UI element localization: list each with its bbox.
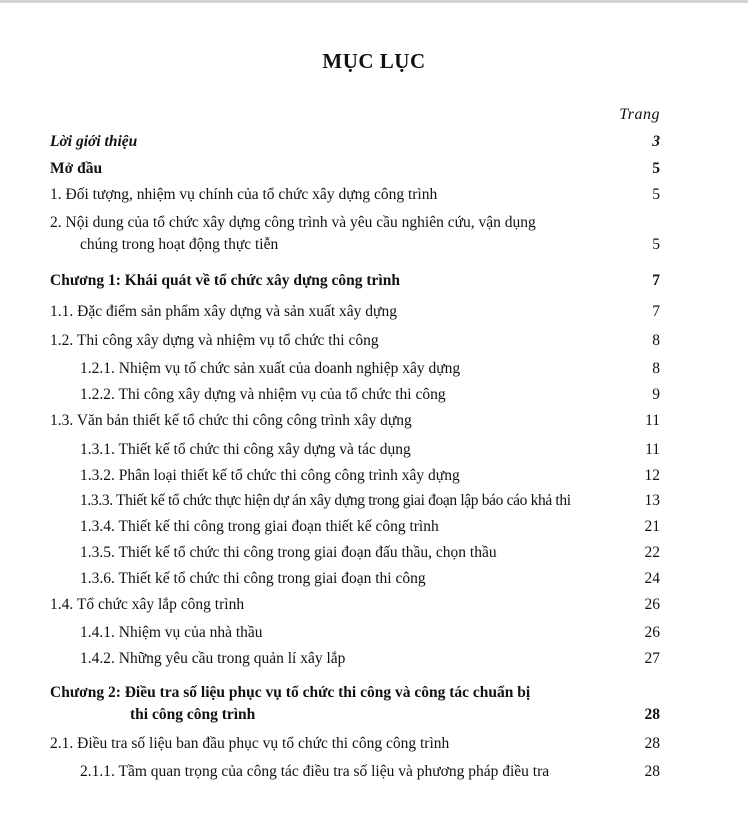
toc-entry-subsection[interactable] xyxy=(80,491,660,511)
toc-page-number: 27 xyxy=(644,650,660,667)
toc-page-number: 8 xyxy=(652,332,660,349)
toc-entry-text: 1.4.1. Nhiệm vụ của nhà thầu xyxy=(80,624,263,641)
toc-entry-text: 1.3.6. Thiết kế tổ chức thi công trong giai đoạn thi công xyxy=(80,570,426,587)
toc-entry-section[interactable] xyxy=(50,331,660,351)
toc-entry-section[interactable] xyxy=(50,185,660,205)
toc-entry-section[interactable] xyxy=(50,734,660,754)
toc-entry-text: 1.3.2. Phân loại thiết kế tổ chức thi công công trình xây dựng xyxy=(80,467,460,484)
toc-entry-text: Chương 1: Khái quát về tổ chức xây dựng công trình xyxy=(50,272,400,289)
top-border xyxy=(0,0,748,3)
toc-page-number: 7 xyxy=(652,272,660,289)
toc-entry-text: 1.3.5. Thiết kế tổ chức thi công trong giai đoạn đấu thầu, chọn thầu xyxy=(80,544,497,561)
toc-entry-section[interactable] xyxy=(50,411,660,431)
page-column-header: Trang xyxy=(619,106,660,123)
toc-entry-continuation: thi công công trình xyxy=(130,706,256,723)
toc-entry-text: 1.3.3. Thiết kế tổ chức thực hiện dự án xây dựng trong giai đoạn lập báo cáo khả thi xyxy=(80,492,571,509)
toc-page-number: 7 xyxy=(652,303,660,320)
toc-page-number: 11 xyxy=(645,441,660,458)
toc-entry-subsection[interactable] xyxy=(80,762,660,782)
toc-entry-text: 1.4.2. Những yêu cầu trong quản lí xây lắp xyxy=(80,650,346,667)
toc-entry-subsection[interactable] xyxy=(80,623,660,643)
toc-entry-subsection[interactable] xyxy=(80,569,660,589)
toc-entry-subsection[interactable] xyxy=(80,359,660,379)
toc-entry-intro[interactable] xyxy=(50,132,660,152)
toc-entry-subsection[interactable] xyxy=(80,385,660,405)
toc-entry-text: 1.2.2. Thi công xây dựng và nhiệm vụ của tổ chức thi công xyxy=(80,386,446,403)
toc-page-number: 9 xyxy=(652,386,660,403)
toc-page-number: 12 xyxy=(644,467,660,484)
toc-entry-chapter[interactable] xyxy=(50,271,660,291)
toc-page-number: 24 xyxy=(644,570,660,587)
toc-entry-section[interactable] xyxy=(50,595,660,615)
toc-entry-subsection[interactable] xyxy=(80,440,660,460)
toc-entry-text: Lời giới thiệu xyxy=(50,133,138,150)
toc-entry-text: 1.4. Tổ chức xây lắp công trình xyxy=(50,596,245,613)
toc-entry-subsection[interactable] xyxy=(80,466,660,486)
toc-page-number: 26 xyxy=(644,624,660,641)
toc-entry-text: 1.3.4. Thiết kế thi công trong giai đoạn thiết kế công trình xyxy=(80,518,439,535)
toc-page-number: 5 xyxy=(652,186,660,203)
toc-entry-text: 2.1.1. Tầm quan trọng của công tác điều tra số liệu và phương pháp điều tra xyxy=(80,763,550,780)
toc-page-number: 28 xyxy=(644,706,660,723)
toc-entry-continuation: chúng trong hoạt động thực tiễn xyxy=(80,236,279,253)
toc-entry-preface[interactable] xyxy=(50,159,660,179)
toc-entry-subsection[interactable] xyxy=(80,543,660,563)
toc-entry-text: Chương 2: Điều tra số liệu phục vụ tổ chức thi công và công tác chuẩn bị xyxy=(50,684,531,701)
toc-entry-text: 1.3.1. Thiết kế tổ chức thi công xây dựng và tác dụng xyxy=(80,441,411,458)
toc-entry-section[interactable] xyxy=(50,302,660,322)
toc-entry-text: 1.2.1. Nhiệm vụ tổ chức sản xuất của doanh nghiệp xây dựng xyxy=(80,360,461,377)
toc-page-number: 5 xyxy=(652,236,660,253)
toc-page-number: 13 xyxy=(644,492,660,509)
toc-page-number: 21 xyxy=(644,518,660,535)
toc-page-number: 28 xyxy=(644,735,660,752)
toc-entry-text: 1.1. Đặc điểm sản phẩm xây dựng và sản xuất xây dựng xyxy=(50,303,397,320)
toc-page-number: 22 xyxy=(644,544,660,561)
toc-page-number: 5 xyxy=(652,160,660,177)
toc-entry-section[interactable] xyxy=(50,212,660,256)
page-title: MỤC LỤC xyxy=(322,49,426,73)
toc-entry-text: 2.1. Điều tra số liệu ban đầu phục vụ tổ chức thi công công trình xyxy=(50,735,450,752)
toc-entry-text: 1.2. Thi công xây dựng và nhiệm vụ tổ chức thi công xyxy=(50,332,379,349)
toc-page-number: 28 xyxy=(644,763,660,780)
toc-page-number: 8 xyxy=(652,360,660,377)
toc-page-number: 26 xyxy=(644,596,660,613)
toc-entry-text: 1. Đối tượng, nhiệm vụ chính của tổ chức xây dựng công trình xyxy=(50,186,438,203)
toc-entry-text: Mở đầu xyxy=(50,160,103,177)
toc-entry-subsection[interactable] xyxy=(80,649,660,669)
toc-entry-text: 2. Nội dung của tổ chức xây dựng công trình và yêu cầu nghiên cứu, vận dụng xyxy=(50,214,536,231)
toc-page-number: 11 xyxy=(645,412,660,429)
toc-page-number: 3 xyxy=(652,133,660,150)
toc-entry-subsection[interactable] xyxy=(80,517,660,537)
toc-entry-text: 1.3. Văn bản thiết kế tổ chức thi công công trình xây dựng xyxy=(50,412,412,429)
toc-entry-chapter[interactable] xyxy=(50,682,660,726)
